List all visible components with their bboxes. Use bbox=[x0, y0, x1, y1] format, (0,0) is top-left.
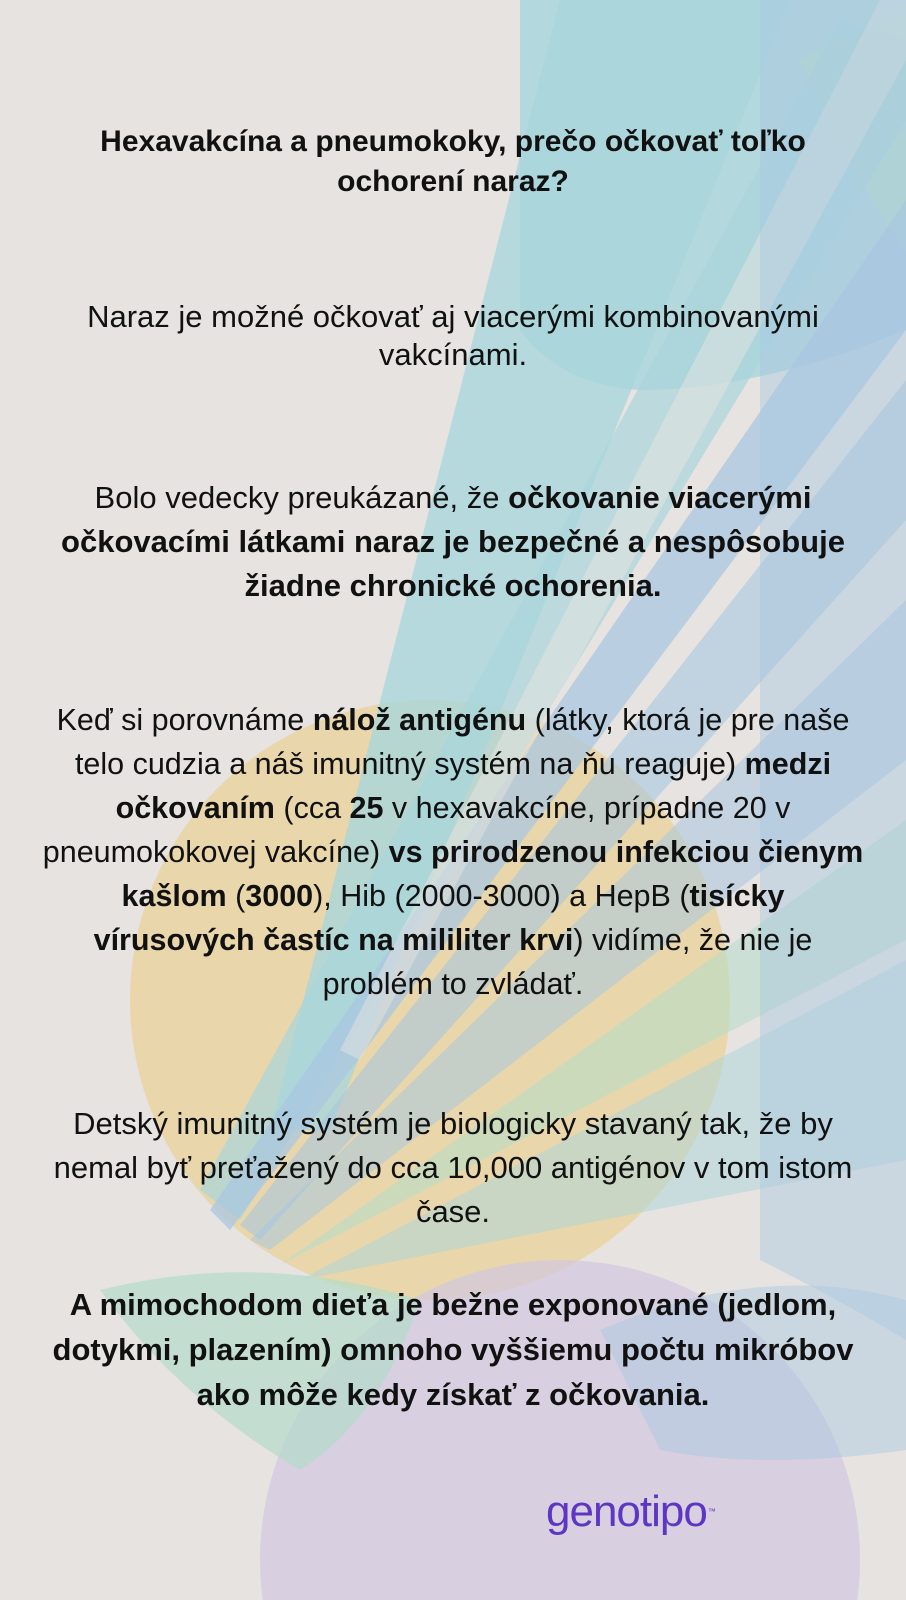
paragraph-immune-capacity: Detský imunitný systém je biologicky stavaný tak, že by nemal byť preťažený do cca 10,000 antigénov v tom istom čase. bbox=[53, 1106, 853, 1229]
bold-segment: nálož antigénu bbox=[312, 703, 527, 737]
bold-segment: tisícky vírusových častíc na mililiter krvi bbox=[93, 879, 785, 957]
bold-segment: 3000 bbox=[245, 879, 314, 913]
text-segment: ), Hib (2000-3000) a HepB ( bbox=[313, 879, 690, 913]
text-segment: ) vidíme, že nie je problém to zvládať. bbox=[322, 923, 813, 1001]
bold-segment: 25 bbox=[349, 791, 384, 825]
paragraph-combined-vaccines: Naraz je možné očkovať aj viacerými kombinovanými vakcínami. bbox=[87, 299, 819, 372]
text-segment: (látky, ktorá je pre naše telo cudzia a náš imunitný systém na ňu reaguje) bbox=[74, 703, 850, 781]
logo-text: genotipo bbox=[546, 1487, 707, 1536]
paragraph-scientific-proof bbox=[40, 476, 866, 608]
text-segment: v hexavakcíne, prípadne 20 v pneumokokovej vakcíne) bbox=[42, 791, 791, 869]
text-segment: Keď si porovnáme bbox=[56, 703, 313, 737]
bold-segment: očkovanie viacerými očkovacími látkami naraz je bezpečné a nespôsobuje žiadne chronické ochorenia. bbox=[61, 480, 845, 603]
text-segment: ( bbox=[226, 879, 246, 913]
text-segment: (cca bbox=[274, 791, 350, 825]
paragraph-microbe-exposure: A mimochodom dieťa je bežne exponované (jedlom, dotykmi, plazením) omnoho vyššiemu počtu mikróbov ako môže kedy získať z očkovania. bbox=[52, 1287, 854, 1412]
bold-segment: medzi očkovaním bbox=[115, 747, 832, 825]
page-title: Hexavakcína a pneumokoky, prečo očkovať toľko ochorení naraz? bbox=[100, 125, 806, 198]
text-segment: Bolo vedecky preukázané, že bbox=[94, 480, 509, 515]
paragraph-antigen-comparison bbox=[40, 698, 866, 1006]
genotipo-logo bbox=[546, 1486, 776, 1538]
bold-segment: vs prirodzenou infekciou čienym kašlom bbox=[121, 835, 864, 913]
trademark-mark: ™ bbox=[707, 1507, 715, 1516]
